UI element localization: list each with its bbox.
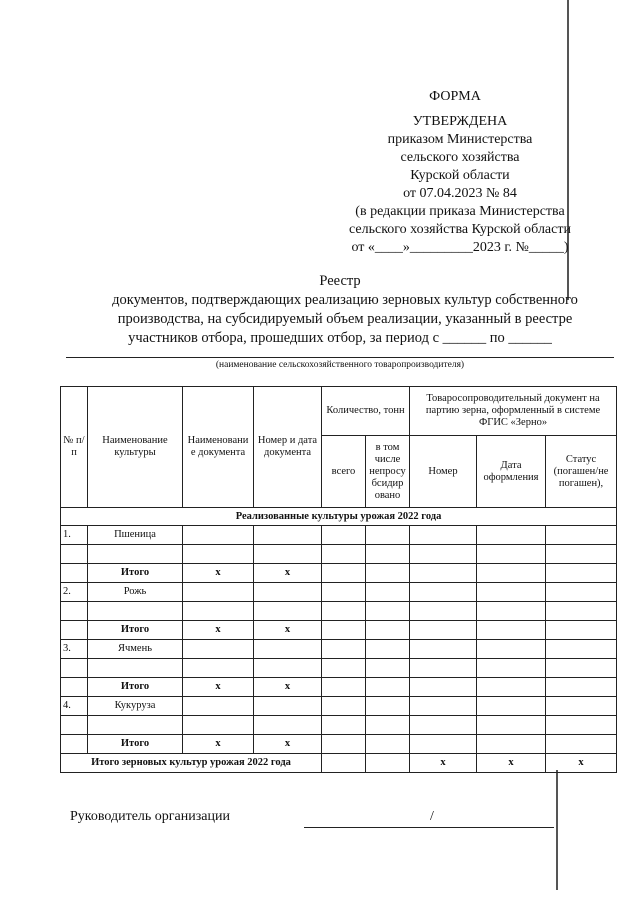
header-quantity: Количество, тонн: [322, 387, 410, 436]
header-doc-num-date: Номер и дата документа: [254, 387, 322, 508]
approval-line-5: (в редакции приказа Министерства: [355, 204, 565, 219]
signature-label: Руководитель организации: [70, 809, 230, 824]
approval-line-4: от 07.04.2023 № 84: [403, 186, 517, 201]
section-title: Реализованные культуры урожая 2022 года: [61, 508, 617, 526]
group-x2: x: [254, 735, 322, 754]
grand-total-label: Итого зерновых культур урожая 2022 года: [61, 754, 322, 773]
group-x2: x: [254, 678, 322, 697]
group-x1: x: [183, 564, 254, 583]
grand-total-x-number: x: [410, 754, 477, 773]
header-culture: Наименование культуры: [88, 387, 183, 508]
header-qty-total: всего: [322, 436, 366, 508]
group-x1: x: [183, 621, 254, 640]
header-accompanying-doc: Товаросопроводительный документ на партию зерна, оформленный в системе ФГИС «Зерно»: [410, 387, 617, 436]
register-line-1: документов, подтверждающих реализацию зерновых культур собственного: [112, 292, 578, 308]
group-x2: x: [254, 564, 322, 583]
register-line-2: производства, на субсидируемый объем реализации, указанный в реестре: [117, 311, 573, 327]
producer-caption: (наименование сельскохозяйственного товаропроизводителя): [215, 360, 465, 370]
group-num: 3.: [61, 640, 88, 659]
register-table: [60, 386, 617, 773]
group-num: 2.: [61, 583, 88, 602]
group-culture: Рожь: [88, 583, 183, 602]
approved-label: УТВЕРЖДЕНА: [412, 114, 508, 129]
header-doc-name: Наименовани е документа: [183, 387, 254, 508]
group-culture: Пшеница: [88, 526, 183, 545]
group-num: 4.: [61, 697, 88, 716]
header-acc-status: Статус (погашен/не погашен),: [546, 436, 617, 508]
approval-line-7: от «____»_________2023 г. №_____): [351, 240, 569, 255]
approval-line-6: сельского хозяйства Курской области: [349, 222, 571, 237]
group-x1: x: [183, 735, 254, 754]
grand-total-x-status: x: [546, 754, 617, 773]
producer-line: [66, 357, 614, 358]
group-culture: Ячмень: [88, 640, 183, 659]
signature-separator: /: [430, 809, 434, 824]
group-culture: Кукуруза: [88, 697, 183, 716]
scan-artifact-line-lower: [556, 770, 558, 890]
group-total-label: Итого: [88, 564, 183, 583]
register-line-3: участников отбора, прошедших отбор, за период с ______ по ______: [128, 330, 552, 346]
approval-line-3: Курской области: [410, 168, 510, 183]
form-label: ФОРМА: [429, 89, 481, 104]
group-num: 1.: [61, 526, 88, 545]
grand-total-x-date: x: [477, 754, 546, 773]
group-x2: x: [254, 621, 322, 640]
group-total-label: Итого: [88, 735, 183, 754]
register-title: Реестр: [319, 273, 361, 289]
approval-line-2: сельского хозяйства: [400, 150, 520, 165]
signature-line: [304, 827, 554, 828]
header-acc-date: Дата оформления: [477, 436, 546, 508]
header-acc-number: Номер: [410, 436, 477, 508]
group-total-label: Итого: [88, 621, 183, 640]
group-total-label: Итого: [88, 678, 183, 697]
approval-line-1: приказом Министерства: [387, 132, 533, 147]
header-qty-unsubsidized: в том числе непросу бсидир овано: [366, 436, 410, 508]
header-num: № п/п: [61, 387, 88, 508]
group-x1: x: [183, 678, 254, 697]
